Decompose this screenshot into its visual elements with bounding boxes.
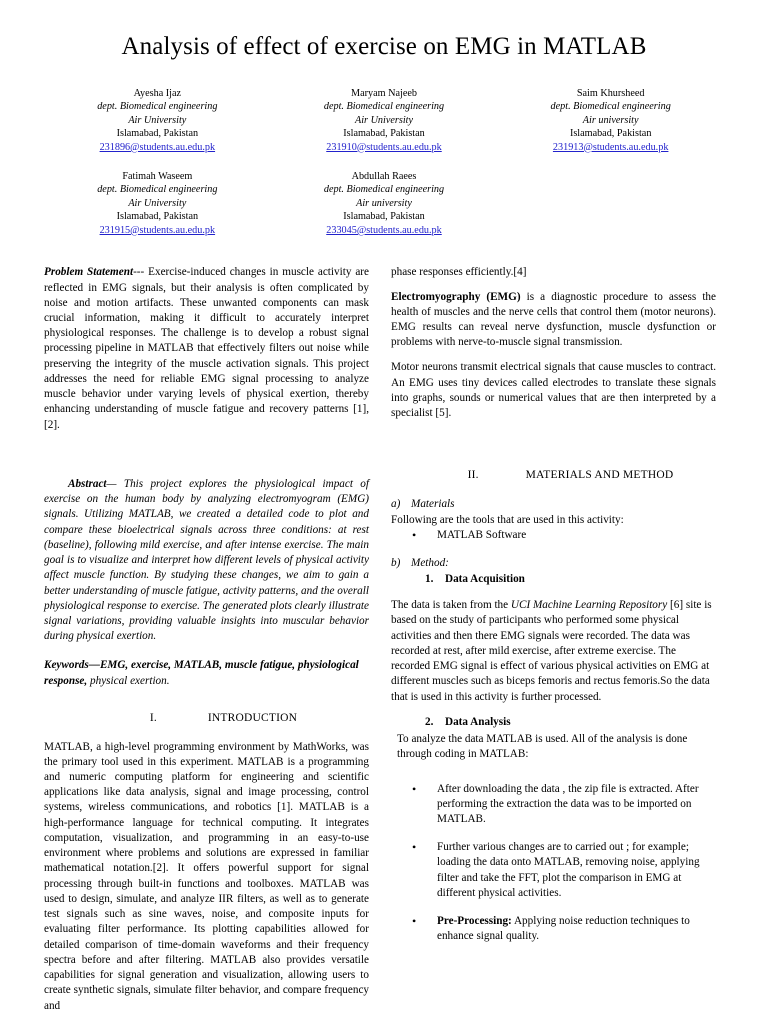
introduction-paragraph: MATLAB, a high-level programming environment by MathWorks, was the primary tool used in this experiment. MATLAB is a programming and numeric computing platform for engineering and scientific applications like data analysis, signal and image processing, control systems, wireless communications, and robotics [1]. MATLAB is a high-performance language for technical computing. It integrates computation, visualization, and programming in an easy-to-use environment where problems and solutions are expressed in familiar mathematical notation.[2]. It offers powerful support for signal processing through built-in functions and toolboxes. MATLAB was used to design, simulate, and analyze IIR filters, as well as to generate test signals such as sine waves, noise, and composite inputs for evaluating filter performance. Its plotting capabilities allowed for detailed comparison of time-domain waveforms and their frequency spectra before and after filtering. MATLAB also provides versatile capabilities for signal generation and visualization, allowing users to create synthetic signals, simulate filter behavior, and compare frequency and — [44, 740, 369, 1012]
abstract-paragraph — [44, 477, 369, 645]
author-university: Air University — [355, 114, 414, 126]
left-column — [44, 265, 369, 1023]
author-location: Islamabad, Pakistan — [116, 128, 199, 140]
author-block — [497, 87, 724, 154]
author-name: Ayesha Ijaz — [133, 87, 182, 99]
author-department: dept. Biomedical engineering — [550, 101, 671, 113]
authors-row-first — [44, 87, 724, 154]
author-email-link[interactable]: 231896@students.au.edu.pk — [99, 141, 216, 153]
problem-statement-paragraph — [44, 265, 369, 433]
authors-row-second — [44, 170, 724, 237]
author-email-link[interactable]: 233045@students.au.edu.pk — [326, 224, 442, 236]
subheading-method — [391, 556, 716, 571]
abstract-dash: — — [106, 477, 124, 490]
emg-term-label: Electromyography (EMG) — [391, 290, 521, 303]
author-name: Saim Khursheed — [576, 87, 645, 99]
data-analysis-intro: To analyze the data MATLAB is used. All of the analysis is done through coding in MATLAB: — [397, 733, 688, 761]
list-item-text: Applying noise reduction techniques to enhance signal quality. — [437, 915, 690, 943]
author-university: Air University — [128, 114, 187, 126]
author-university: Air University — [128, 197, 187, 209]
section-numeral: I. — [149, 711, 157, 724]
list-item-text: Further various changes are to carried out ; for example; loading the data onto MATLAB, removing noise, applying filter and take the FFT, plot the comparison in EMG at different physical activities. — [437, 841, 700, 899]
problem-statement-body: Exercise-induced changes in muscle activity are reflected in EMG signals, but their analysis is often complicated by noise and motion artifacts. These unwanted components can mask crucial information, making it difficult to accurately interpret physiological responses. The challenge is to develop a robust signal processing pipeline in MATLAB that effectively filters out noise while preserving the integrity of the muscle activation signals. This project addresses the need for reliable EMG signal processing to analyze muscle behavior under varying levels of physical exertion, thereby enhancing understanding of muscle fatigue and recovery patterns [1],[2]. — [44, 266, 369, 431]
list-item — [391, 914, 716, 944]
list-item-text: After downloading the data , the zip file is extracted. After performing the extraction the data was to be imported on MATLAB. — [437, 782, 699, 825]
abstract-body: This project explores the physiological impact of exercise on the human body by analyzing electromyogram (EMG) signals. Utilizing MATLAB, we created a detailed code to plot and compare these bioelectrical signals across three conditions: at rest (baseline), following mild exercise, and after intense exercise. The main goal is to visualize and interpret how different levels of physical activity affect muscle function. By studying these changes, we aim to gain a better understanding of muscle fatigue, activity patterns, and the overall physiological response to exercise. The generated plots clearly illustrate signal variations, providing valuable insights into muscular behavior during physical exertion. — [44, 477, 369, 643]
author-email-link[interactable]: 231913@students.au.edu.pk — [552, 141, 669, 153]
emg-definition-paragraph — [391, 290, 716, 351]
continuation-line: phase responses efficiently.[4] — [391, 266, 527, 279]
emg-definition-body: is a diagnostic procedure to assess the health of muscles and the nerve cells that control them (motor neurons). EMG results can reveal nerve dysfunction, muscle dysfunction or problems with nerve-to-muscle signal transmission. — [391, 290, 716, 349]
author-name: Maryam Najeeb — [351, 87, 417, 99]
section-spacer — [391, 431, 716, 446]
author-department: dept. Biomedical engineering — [97, 101, 218, 113]
subheading-data-acquisition — [391, 572, 716, 587]
subheading-data-analysis — [391, 715, 716, 730]
data-source-text-after: [6] site is based on the study of participants who performed some physical activities and then there EMG signals were recorded. The data was recorded at rest, after mild exercise, after extreme exercise. The recorded EMG signal is effect of various physical activities on EMG at different muscles such as biceps femoris and rectus femoris.So the data that is used in this activity is further processed. — [391, 599, 712, 703]
section-heading-introduction — [44, 711, 369, 727]
author-department: dept. Biomedical engineering — [323, 101, 445, 113]
author-location: Islamabad, Pakistan — [116, 211, 199, 223]
list-item: • MATLAB Software — [391, 528, 716, 543]
keywords-block — [44, 658, 369, 688]
author-university: Air university — [356, 197, 412, 209]
spacer — [391, 773, 716, 782]
body-columns — [44, 265, 724, 1023]
spacer — [391, 547, 716, 556]
data-analysis-bullet-list — [391, 782, 716, 945]
abstract-label: Abstract — [68, 477, 107, 490]
subheading-label: Materials — [411, 498, 455, 511]
author-block-empty — [497, 170, 724, 237]
subheading-label: Method: — [411, 556, 449, 569]
materials-intro: Following are the tools that are used in this activity: — [391, 514, 624, 527]
data-source-name: UCI Machine Learning Repository — [510, 599, 668, 612]
problem-statement-label: Problem Statement — [44, 266, 134, 279]
subheading-number: 2. — [425, 715, 434, 728]
subheading-label: Data Acquisition — [445, 572, 525, 585]
section-title: MATERIALS AND METHOD — [525, 469, 674, 482]
author-department: dept. Biomedical engineering — [97, 184, 218, 196]
subheading-materials — [391, 497, 716, 512]
section-numeral: II. — [467, 469, 479, 482]
spacer — [391, 589, 716, 598]
author-location: Islamabad, Pakistan — [343, 211, 425, 223]
author-department: dept. Biomedical engineering — [323, 184, 445, 196]
keywords-bold: Keywords—EMG, exercise, MATLAB, muscle fatigue, physiological response, — [44, 659, 359, 687]
list-item — [391, 840, 716, 901]
author-email-link[interactable]: 231915@students.au.edu.pk — [99, 224, 216, 236]
section-title: INTRODUCTION — [207, 711, 298, 724]
page-title: Analysis of effect of exercise on EMG in MATLAB — [121, 33, 647, 60]
author-university: Air university — [582, 114, 639, 126]
list-item-strong: Pre-Processing: — [437, 915, 512, 928]
author-block — [271, 170, 498, 237]
author-block — [44, 87, 271, 154]
author-name: Fatimah Waseem — [122, 171, 193, 183]
section-heading-materials — [391, 468, 716, 484]
subheading-number: 1. — [425, 572, 434, 585]
author-block — [44, 170, 271, 237]
author-location: Islamabad, Pakistan — [569, 128, 652, 140]
subheading-letter: a) — [391, 498, 401, 511]
list-item — [391, 782, 716, 828]
subheading-label: Data Analysis — [445, 715, 511, 728]
author-name: Abdullah Raees — [351, 171, 417, 183]
problem-statement-dash: --- — [133, 266, 149, 279]
author-block — [271, 87, 498, 154]
right-column — [391, 265, 716, 1023]
data-acquisition-paragraph — [391, 598, 716, 705]
materials-bullet-list — [391, 528, 716, 543]
author-email-link[interactable]: 231910@students.au.edu.pk — [326, 141, 442, 153]
author-location: Islamabad, Pakistan — [343, 128, 425, 140]
keywords-plain: physical exertion. — [87, 674, 170, 687]
subheading-letter: b) — [391, 556, 401, 569]
abstract-block — [44, 477, 369, 645]
data-source-text-before: The data is taken from the — [391, 599, 511, 612]
motor-neurons-paragraph: Motor neurons transmit electrical signals that cause muscles to contract. An EMG uses tiny devices called electrodes to translate these signals into graphs, sounds or numerical values that are then interpreted by a specialist [5]. — [391, 361, 716, 420]
